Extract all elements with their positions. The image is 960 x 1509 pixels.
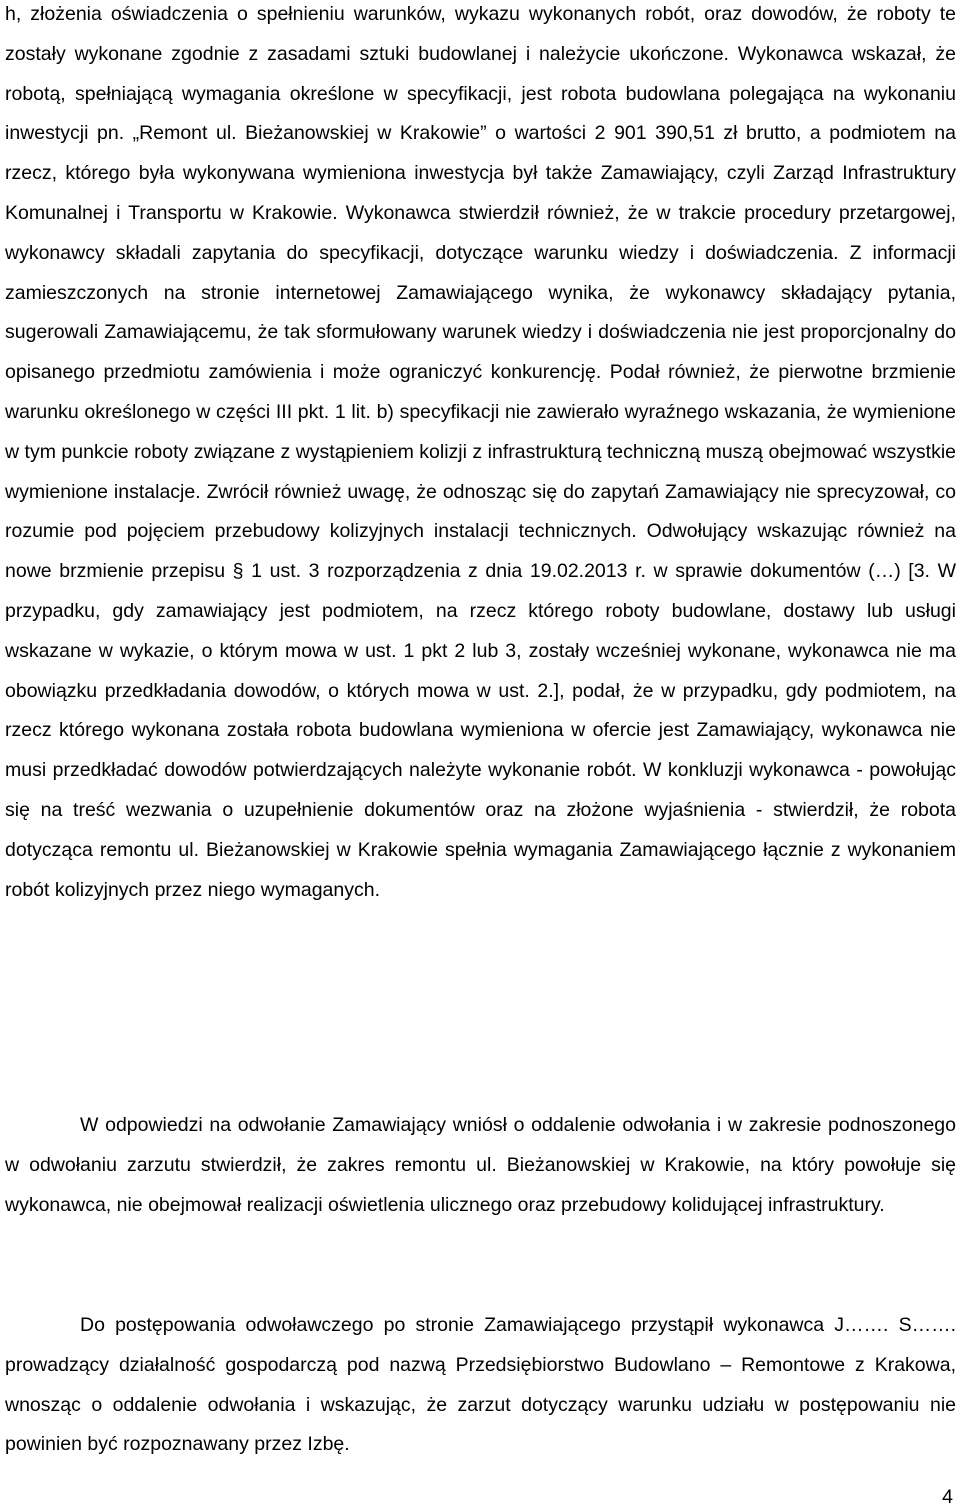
- paragraph-2: W odpowiedzi na odwołanie Zamawiający wniósł o oddalenie odwołania i w zakresie podnoszonego w odwołaniu zarzutu stwierdził, że zakres remontu ul. Bieżanowskiej w Krakowie, na który powołuje się wykonawca, nie obejmował realizacji oświetlenia ulicznego oraz przebudowy kolidującej infrastruktury.: [5, 1114, 956, 1216]
- paragraph-1: h, złożenia oświadczenia o spełnieniu warunków, wykazu wykonanych robót, oraz dowodów, że roboty te zostały wykonane zgodnie z zasadami sztuki budowlanej i należycie ukończone. Wykonawca wskazał, że robotą, spełniającą wymagania określone w specyfikacji, jest robota budowlana polegająca na wykonaniu inwestycji pn. „Remont ul. Bieżanowskiej w Krakowie” o wartości 2 901 390,51 zł brutto, a podmiotem na rzecz, którego była wykonywana wymieniona inwestycja był także Zamawiający, czyli Zarząd Infrastruktury Komunalnej i Transportu w Krakowie. Wykonawca stwierdził również, że w trakcie procedury przetargowej, wykonawcy składali zapytania do specyfikacji, dotyczące warunku wiedzy i doświadczenia. Z informacji zamieszczonych na stronie internetowej Zamawiającego wynika, że wykonawcy składający pytania, sugerowali Zamawiającemu, że tak sformułowany warunek wiedzy i doświadczenia nie jest proporcjonalny do opisanego przedmiotu zamówienia i może ograniczyć konkurencję. Podał również, że pierwotne brzmienie warunku określonego w części III pkt. 1 lit. b) specyfikacji nie zawierało wyraźnego wskazania, że wymienione w tym punkcie roboty związane z wystąpieniem kolizji z infrastrukturą techniczną muszą obejmować wszystkie wymienione instalacje. Zwrócił również uwagę, że odnosząc się do zapytań Zamawiający nie sprecyzował, co rozumie pod pojęciem przebudowy kolizyjnych instalacji technicznych. Odwołujący wskazując również na nowe brzmienie przepisu § 1 ust. 3 rozporządzenia z dnia 19.02.2013 r. w sprawie dokumentów (…) [3. W przypadku, gdy zamawiający jest podmiotem, na rzecz którego roboty budowlane, dostawy lub usługi wskazane w wykazie, o którym mowa w ust. 1 pkt 2 lub 3, zostały wcześniej wykonane, wykonawca nie ma obowiązku przedkładania dowodów, o których mowa w ust. 2.], podał, że w przypadku, gdy podmiotem, na rzecz którego wykonana została robota budowlana wymieniona w ofercie jest Zamawiający, wykonawca nie musi przedkładać dowodów potwierdzających należyte wykonanie robót. W konkluzji wykonawca - powołując się na treść wezwania o uzupełnienie dokumentów oraz na złożone wyjaśnienia - stwierdził, że robota dotycząca remontu ul. Bieżanowskiej w Krakowie spełnia wymagania Zamawiającego łącznie z wykonaniem robót kolizyjnych przez niego wymaganych.: [5, 3, 956, 901]
- page-number: 4: [942, 1486, 953, 1508]
- paragraph-3: Do postępowania odwoławczego po stronie Zamawiającego przystąpił wykonawca J……. S……. prowadzący działalność gospodarczą pod nazwą Przedsiębiorstwo Budowlano – Remontowe z Krakowa, wnosząc o oddalenie odwołania i wskazując, że zarzut dotyczący warunku udziału w postępowaniu nie powinien być rozpoznawany przez Izbę.: [5, 1314, 956, 1456]
